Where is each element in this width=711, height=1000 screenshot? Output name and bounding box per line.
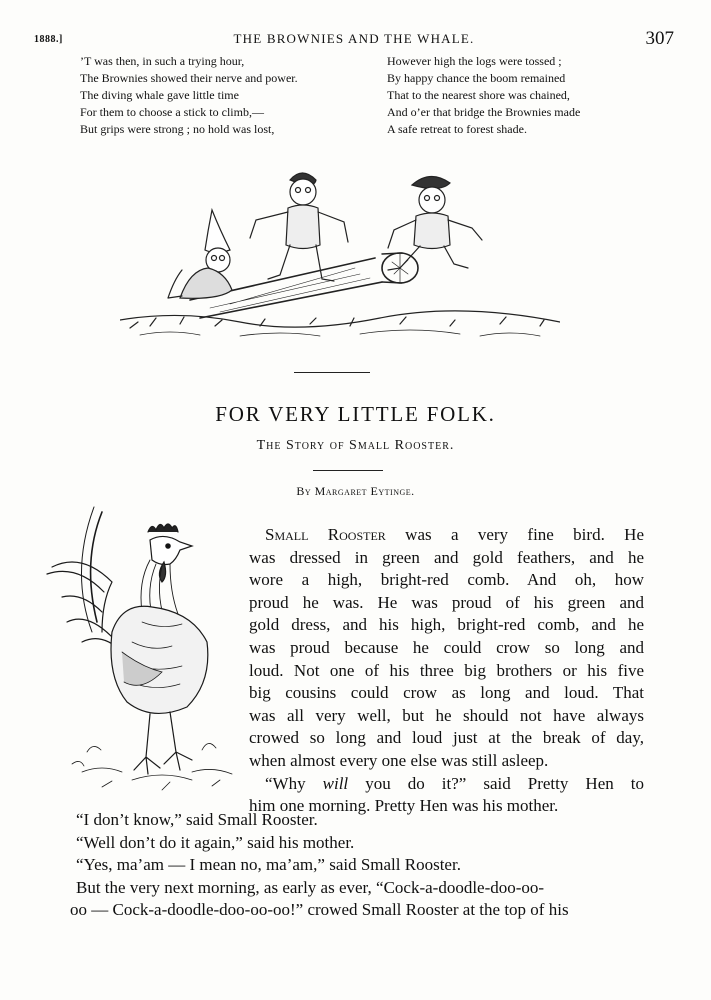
poem-line: However high the logs were tossed ; (387, 54, 562, 68)
emphasis-word: will (322, 773, 349, 793)
poem-line: A safe retreat to forest shade. (387, 122, 527, 136)
title-divider (313, 470, 383, 471)
story-line: “Yes, ma’am — I mean no, ma’am,” said Small Rooster. (76, 855, 461, 875)
poem-line: That to the nearest shore was chained, (387, 88, 570, 102)
story-line: big cousins could crow as long and loud. That (249, 683, 644, 703)
poem-line: And o’er that bridge the Brownies made (387, 105, 581, 119)
story-line: “Well don’t do it again,” said his mother. (76, 832, 355, 852)
story-line (249, 773, 644, 796)
story-line: wore a high, bright-red comb. And oh, how (249, 570, 644, 590)
rooster-illustration (42, 502, 242, 802)
poem-line: But grips were strong ; no hold was lost, (80, 122, 275, 136)
story-line-text: was a very fine bird. He (385, 525, 644, 544)
story-column-full (70, 809, 644, 922)
story-column-wrapped (249, 524, 644, 818)
poem-line: The diving whale gave little time (80, 88, 239, 102)
story-lead-words: Small Rooster (265, 525, 386, 544)
story-line: was all very well, but he should not have always (249, 705, 644, 725)
story-title: The Story of Small Rooster. (256, 438, 455, 453)
story-line: “I don’t know,” said Small Rooster. (76, 810, 318, 829)
section-divider (294, 372, 370, 373)
poem-line: For them to choose a stick to climb,— (80, 105, 264, 119)
story-line-text: “Why (265, 773, 323, 793)
story-line: oo — Cock-a-doodle-doo-oo-oo!” crowed Small Rooster at the top of his (70, 900, 569, 920)
page-number: 307 (645, 28, 674, 49)
story-line (249, 524, 644, 547)
byline: By Margaret Eytinge. (296, 484, 415, 498)
poem-line: By happy chance the boom remained (387, 71, 566, 85)
header-title: THE BROWNIES AND THE WHALE. (233, 31, 475, 46)
story-line: proud he was. He was proud of his green and (249, 592, 644, 612)
story-line: when almost every one else was still asleep. (249, 750, 549, 770)
header-year: 1888.] (34, 34, 63, 45)
section-title: FOR VERY LITTLE FOLK. (215, 402, 496, 426)
brownies-on-log-illustration (120, 150, 560, 350)
poem-right-column (387, 53, 580, 138)
poem-line: The Brownies showed their nerve and power. (80, 71, 298, 85)
story-line: loud. Not one of his three big brothers or his five (249, 660, 644, 680)
poem-line: ’T was then, in such a trying hour, (80, 54, 245, 68)
story-line: gold dress, and his high, bright-red comb, and he (249, 615, 644, 635)
story-line: crowed so long and loud just at the break of day, (249, 728, 644, 748)
story-line-text: you do it?” said Pretty Hen to (348, 773, 645, 793)
story-line: was proud because he could crow so long and (249, 637, 644, 657)
poem-left-column (80, 53, 298, 138)
page-header (34, 30, 674, 50)
story-line: was dressed in green and gold feathers, and he (249, 547, 644, 567)
story-line: him one morning. Pretty Hen was his mother. (249, 796, 559, 816)
story-line: But the very next morning, as early as ever, “Cock-a-doodle-doo-oo- (76, 877, 545, 897)
